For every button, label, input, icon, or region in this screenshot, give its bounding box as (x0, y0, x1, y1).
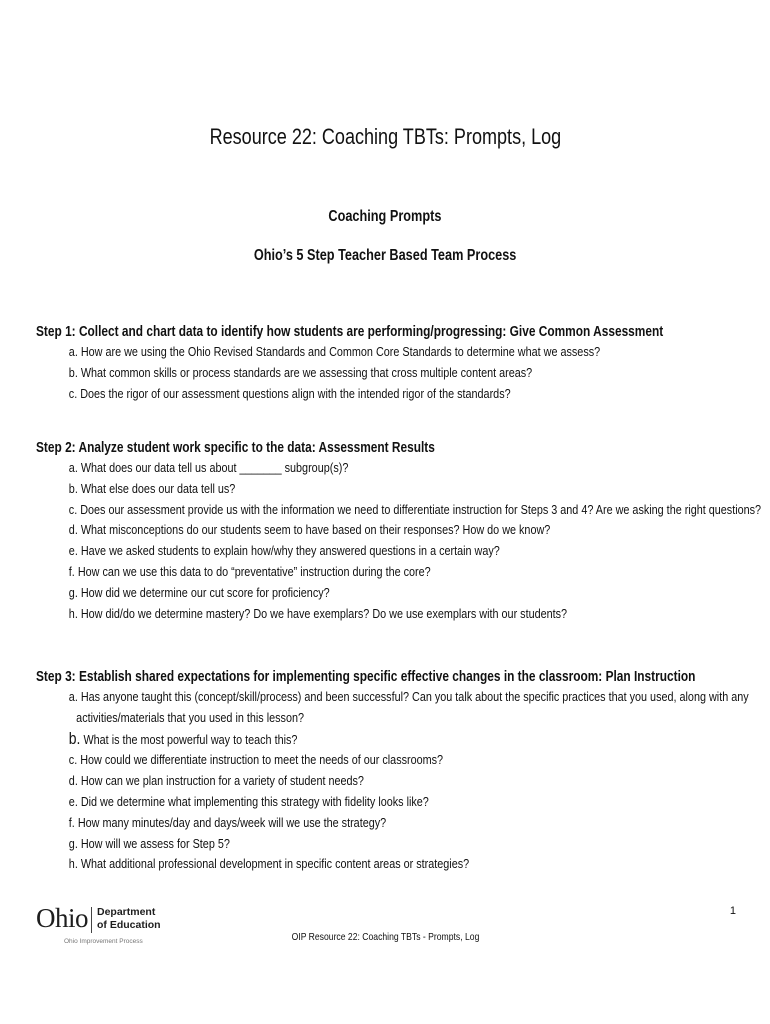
list-item-continuation (36, 708, 749, 729)
logo-tagline: Ohio Improvement Process (64, 938, 143, 945)
list-item: a. Has anyone taught this (concept/skill/process) and been successful? Can you talk about the specific practices that you used, along with any (68, 689, 749, 704)
logo-department-line-2: of Education (97, 919, 161, 931)
step-1-section (36, 322, 663, 404)
list-item: a. What does our data tell us about _______ subgroup(s)? (68, 460, 349, 475)
list-item: c. Does the rigor of our assessment questions align with the intended rigor of the standards? (68, 385, 511, 401)
list-item: b. What common skills or process standards are we assessing that cross multiple content areas? (68, 364, 533, 380)
step-1-heading: Step 1: Collect and chart data to identify how students are performing/progressing: Give Common Assessment (36, 324, 664, 340)
list-item: d. What misconceptions do our students seem to have based on their responses? How do we know? (68, 522, 551, 538)
list-item (36, 729, 749, 751)
step-2-section (36, 438, 761, 624)
logo-wordmark: Ohio (36, 903, 88, 933)
list-item: e. Have we asked students to explain how/why they answered questions in a certain way? (68, 543, 500, 559)
footer-text (0, 931, 770, 943)
list-item: f. How can we use this data to do “preventative” instruction during the core? (68, 563, 431, 579)
page-number: 1 (729, 905, 736, 917)
list-item: g. How did we determine our cut score for proficiency? (68, 584, 330, 600)
ohio-department-of-education-logo (36, 903, 236, 953)
logo-department-line-1: Department (97, 906, 156, 918)
list-item-continuation-text: activities/materials that you used in this lesson? (76, 709, 304, 725)
list-item: b. What else does our data tell us? (68, 480, 236, 496)
document-title: Resource 22: Coaching TBTs: Prompts, Log (209, 124, 561, 149)
logo-divider (91, 907, 92, 933)
section-subtitle: Ohio’s 5 Step Teacher Based Team Process (253, 247, 517, 264)
step-2-heading: Step 2: Analyze student work specific to the data: Assessment Results (36, 440, 435, 456)
footer-caption: OIP Resource 22: Coaching TBTs - Prompts, Log (291, 931, 479, 943)
step-2-prompts (36, 458, 761, 624)
list-item: f. How many minutes/day and days/week will we use the strategy? (68, 814, 387, 830)
list-item: h. What additional professional development in specific content areas or strategies? (68, 856, 470, 872)
step-3-heading: Step 3: Establish shared expectations for implementing specific effective changes in the classroom: Plan Instruction (36, 669, 696, 685)
list-item: c. Does our assessment provide us with the information we need to differentiate instruction for Steps 3 and 4? Are we asking the right questions? (68, 501, 762, 517)
logo-department-name (97, 906, 161, 932)
step-3-prompts (36, 687, 749, 875)
list-item-marker: b. (68, 728, 81, 748)
document-title-wrap (0, 124, 770, 150)
step-3-section (36, 667, 749, 875)
list-item-text: What is the most powerful way to teach this? (83, 731, 298, 747)
step-1-prompts (36, 342, 663, 404)
list-item: h. How did/do we determine mastery? Do we have exemplars? Do we use exemplars with our students? (68, 605, 568, 621)
section-title: Coaching Prompts (328, 208, 442, 225)
section-subtitle-wrap (0, 247, 770, 265)
list-item: a. How are we using the Ohio Revised Standards and Common Core Standards to determine what we assess? (68, 344, 601, 359)
section-title-wrap (0, 208, 770, 226)
list-item: e. Did we determine what implementing this strategy with fidelity looks like? (68, 793, 429, 809)
list-item: g. How will we assess for Step 5? (68, 835, 230, 851)
list-item: d. How can we plan instruction for a variety of student needs? (68, 773, 364, 789)
list-item: c. How could we differentiate instruction to meet the needs of our classrooms? (68, 752, 444, 768)
